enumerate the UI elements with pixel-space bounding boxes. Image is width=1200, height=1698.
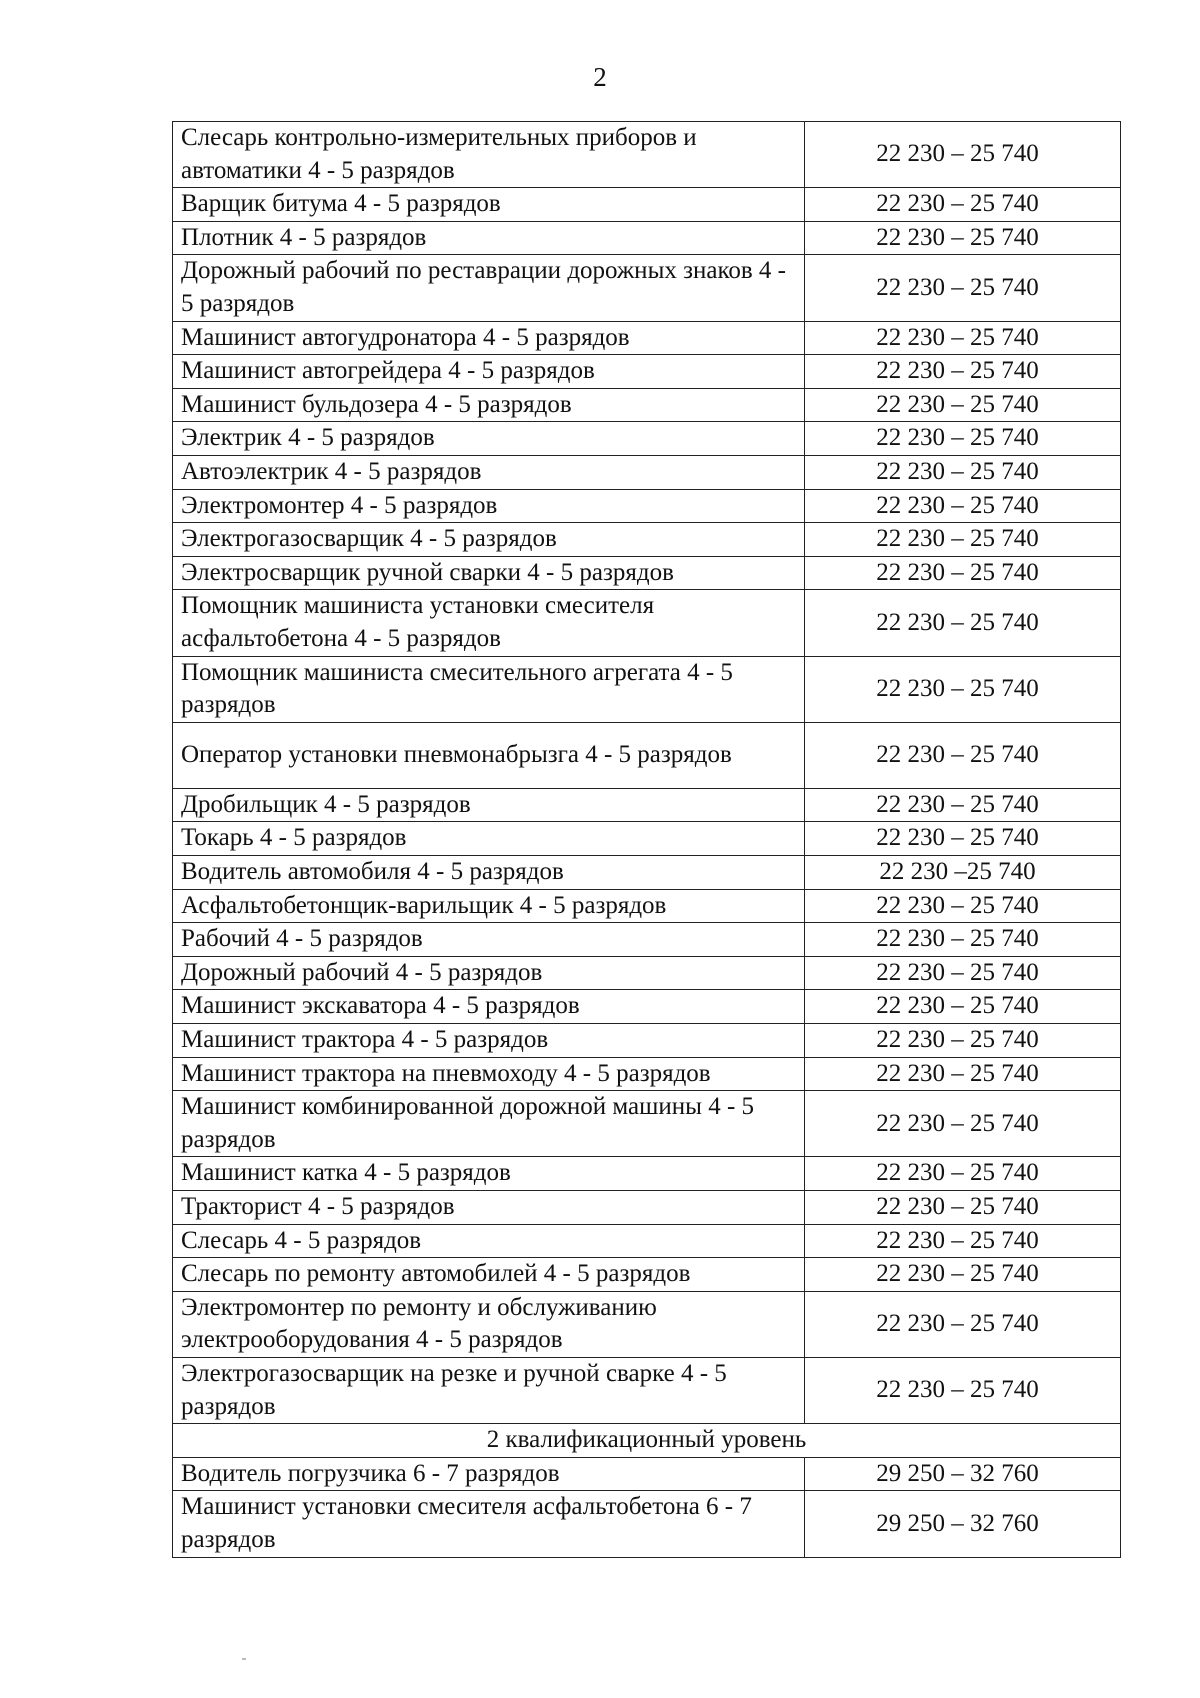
profession-name: Электрик 4 - 5 разрядов (173, 422, 805, 456)
table-row (173, 1491, 1121, 1557)
table-row (173, 188, 1121, 222)
salary-range: 22 230 –25 740 (805, 856, 1121, 890)
table-row (173, 1258, 1121, 1292)
salary-range: 22 230 – 25 740 (805, 355, 1121, 389)
salary-range: 22 230 – 25 740 (805, 1024, 1121, 1058)
salary-range: 22 230 – 25 740 (805, 455, 1121, 489)
table-row (173, 1024, 1121, 1058)
salary-range: 29 250 – 32 760 (805, 1457, 1121, 1491)
profession-name: Электромонтер 4 - 5 разрядов (173, 489, 805, 523)
profession-name: Машинист автогрейдера 4 - 5 разрядов (173, 355, 805, 389)
profession-name: Слесарь 4 - 5 разрядов (173, 1224, 805, 1258)
table-row (173, 1191, 1121, 1225)
salary-range: 22 230 – 25 740 (805, 656, 1121, 722)
salary-range: 22 230 – 25 740 (805, 556, 1121, 590)
profession-name: Машинист катка 4 - 5 разрядов (173, 1157, 805, 1191)
salary-range: 22 230 – 25 740 (805, 1291, 1121, 1357)
profession-name: Рабочий 4 - 5 разрядов (173, 923, 805, 957)
table-row (173, 1357, 1121, 1423)
profession-name: Машинист трактора на пневмоходу 4 - 5 разрядов (173, 1057, 805, 1091)
salary-range: 22 230 – 25 740 (805, 788, 1121, 822)
profession-name: Дробильщик 4 - 5 разрядов (173, 788, 805, 822)
profession-name: Машинист экскаватора 4 - 5 разрядов (173, 990, 805, 1024)
profession-name: Автоэлектрик 4 - 5 разрядов (173, 455, 805, 489)
profession-name: Машинист установки смесителя асфальтобетона 6 - 7 разрядов (173, 1491, 805, 1557)
profession-name: Машинист комбинированной дорожной машины 4 - 5 разрядов (173, 1091, 805, 1157)
salary-range: 22 230 – 25 740 (805, 1357, 1121, 1423)
table-row (173, 788, 1121, 822)
salary-range: 22 230 – 25 740 (805, 122, 1121, 188)
profession-name: Водитель автомобиля 4 - 5 разрядов (173, 856, 805, 890)
table-row (173, 255, 1121, 321)
qualification-level-row (173, 1424, 1121, 1458)
table-row (173, 889, 1121, 923)
table-row (173, 1091, 1121, 1157)
scan-artifact (242, 1658, 246, 1660)
table-row (173, 722, 1121, 788)
profession-name: Плотник 4 - 5 разрядов (173, 221, 805, 255)
profession-name: Асфальтобетонщик-варильщик 4 - 5 разрядов (173, 889, 805, 923)
salary-range: 22 230 – 25 740 (805, 422, 1121, 456)
table-row (173, 455, 1121, 489)
salary-range: 22 230 – 25 740 (805, 1191, 1121, 1225)
profession-name: Тракторист 4 - 5 разрядов (173, 1191, 805, 1225)
table-row (173, 923, 1121, 957)
table-row (173, 556, 1121, 590)
salary-range: 22 230 – 25 740 (805, 1091, 1121, 1157)
salary-range: 22 230 – 25 740 (805, 489, 1121, 523)
profession-name: Электромонтер по ремонту и обслуживанию электрооборудования 4 - 5 разрядов (173, 1291, 805, 1357)
table-row (173, 990, 1121, 1024)
table-row (173, 122, 1121, 188)
table-row (173, 1057, 1121, 1091)
profession-name: Слесарь контрольно-измерительных приборов и автоматики 4 - 5 разрядов (173, 122, 805, 188)
table-row (173, 822, 1121, 856)
salary-range: 22 230 – 25 740 (805, 221, 1121, 255)
table-row (173, 388, 1121, 422)
salary-range: 22 230 – 25 740 (805, 889, 1121, 923)
salary-table-body (173, 122, 1121, 1558)
profession-name: Электрогазосварщик на резке и ручной сварке 4 - 5 разрядов (173, 1357, 805, 1423)
profession-name: Дорожный рабочий по реставрации дорожных знаков 4 - 5 разрядов (173, 255, 805, 321)
profession-name: Дорожный рабочий 4 - 5 разрядов (173, 956, 805, 990)
salary-range: 22 230 – 25 740 (805, 523, 1121, 557)
table-row (173, 221, 1121, 255)
table-row (173, 1157, 1121, 1191)
profession-name: Слесарь по ремонту автомобилей 4 - 5 разрядов (173, 1258, 805, 1292)
profession-name: Машинист трактора 4 - 5 разрядов (173, 1024, 805, 1058)
salary-table-container (172, 121, 1120, 1558)
salary-range: 22 230 – 25 740 (805, 990, 1121, 1024)
salary-range: 22 230 – 25 740 (805, 590, 1121, 656)
salary-range: 22 230 – 25 740 (805, 1057, 1121, 1091)
table-row (173, 956, 1121, 990)
salary-range: 22 230 – 25 740 (805, 388, 1121, 422)
profession-name: Водитель погрузчика 6 - 7 разрядов (173, 1457, 805, 1491)
profession-name: Электросварщик ручной сварки 4 - 5 разрядов (173, 556, 805, 590)
profession-name: Оператор установки пневмонабрызга 4 - 5 разрядов (173, 722, 805, 788)
table-row (173, 656, 1121, 722)
salary-range: 22 230 – 25 740 (805, 956, 1121, 990)
qualification-level-label: 2 квалификационный уровень (173, 1424, 1121, 1458)
profession-name: Помощник машиниста смесительного агрегата 4 - 5 разрядов (173, 656, 805, 722)
table-row (173, 1224, 1121, 1258)
salary-range: 22 230 – 25 740 (805, 1224, 1121, 1258)
profession-name: Помощник машиниста установки смесителя асфальтобетона 4 - 5 разрядов (173, 590, 805, 656)
table-row (173, 489, 1121, 523)
page-number: 2 (593, 62, 607, 92)
table-row (173, 1457, 1121, 1491)
salary-range: 22 230 – 25 740 (805, 1157, 1121, 1191)
profession-name: Токарь 4 - 5 разрядов (173, 822, 805, 856)
salary-range: 22 230 – 25 740 (805, 1258, 1121, 1292)
table-row (173, 590, 1121, 656)
salary-range: 22 230 – 25 740 (805, 822, 1121, 856)
salary-range: 22 230 – 25 740 (805, 321, 1121, 355)
salary-range: 22 230 – 25 740 (805, 923, 1121, 957)
profession-name: Машинист автогудронатора 4 - 5 разрядов (173, 321, 805, 355)
salary-range: 29 250 – 32 760 (805, 1491, 1121, 1557)
table-row (173, 355, 1121, 389)
table-row (173, 1291, 1121, 1357)
table-row (173, 523, 1121, 557)
profession-name: Варщик битума 4 - 5 разрядов (173, 188, 805, 222)
table-row (173, 422, 1121, 456)
salary-table (172, 121, 1121, 1558)
salary-range: 22 230 – 25 740 (805, 188, 1121, 222)
profession-name: Машинист бульдозера 4 - 5 разрядов (173, 388, 805, 422)
table-row (173, 321, 1121, 355)
profession-name: Электрогазосварщик 4 - 5 разрядов (173, 523, 805, 557)
table-row (173, 856, 1121, 890)
salary-range: 22 230 – 25 740 (805, 722, 1121, 788)
salary-range: 22 230 – 25 740 (805, 255, 1121, 321)
